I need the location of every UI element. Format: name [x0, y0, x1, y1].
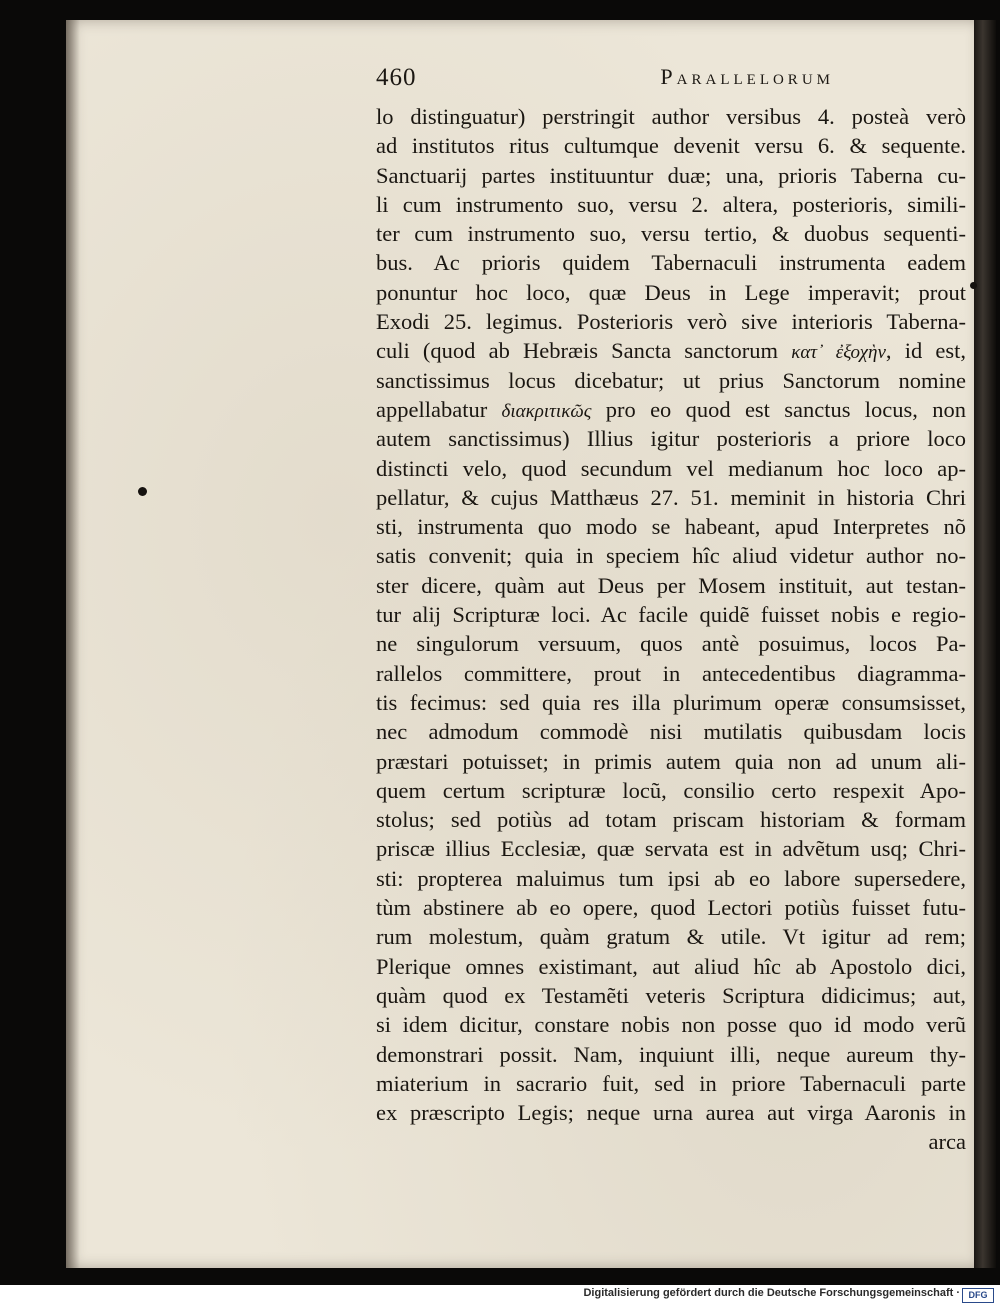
- text-line: tùm abstinere ab eo opere, quod Lectori potiùs fuisset futu-: [376, 895, 966, 921]
- text-line: rum molestum, quàm gratum & utile. Vt igitur ad rem;: [376, 924, 966, 950]
- ink-spot: [138, 487, 147, 496]
- text-line: [376, 336, 966, 365]
- text-line: miaterium in sacrario fuit, sed in priore Tabernaculi parte: [376, 1070, 966, 1096]
- text-line: pellatur, & cujus Matthæus 27. 51. meminit in historia Chri: [376, 484, 966, 510]
- text-line-part: culi (quod ab Hebræis Sancta sanctorum: [376, 338, 792, 364]
- funding-credit: Digitalisierung gefördert durch die Deutsche Forschungsgemeinschaft ·: [583, 1287, 960, 1299]
- text-line: demonstrari possit. Nam, inquiunt illi, neque aureum thy-: [376, 1041, 966, 1067]
- text-line: ponuntur hoc loco, quæ Deus in Lege imperavit; prout: [376, 279, 966, 305]
- text-line: sti: propterea maluimus tum ipsi ab eo labore supersedere,: [376, 865, 966, 891]
- page-header: [376, 64, 834, 100]
- text-line: priscæ illius Ecclesiæ, quæ servata est in advẽtum usq; Chri-: [376, 836, 966, 862]
- text-line: autem sanctissimus) Illius igitur posterioris a priore loco: [376, 426, 966, 452]
- greek-phrase: διακριτικῶς: [501, 400, 592, 422]
- text-line: stolus; sed potiùs ad totam priscam historiam & formam: [376, 807, 966, 833]
- text-line: distincti velo, quod secundum vel medianum hoc loco ap-: [376, 455, 966, 481]
- text-line: ad institutos ritus cultumque devenit versu 6. & sequente.: [376, 133, 966, 159]
- text-line: ex præscripto Legis; neque urna aurea aut virga Aaronis in: [376, 1100, 966, 1126]
- text-line: ster dicere, quàm aut Deus per Mosem instituit, aut testan-: [376, 572, 966, 598]
- spine-shadow: [66, 20, 80, 1268]
- text-line: nec admodum commodè nisi mutilatis quibusdam locis: [376, 719, 966, 745]
- text-line: [376, 395, 966, 424]
- text-line: si idem dicitur, constare nobis non posse quo id modo verũ: [376, 1012, 966, 1038]
- catchword: arca: [928, 1129, 966, 1155]
- text-line: Exodi 25. legimus. Posterioris verò sive interioris Taberna-: [376, 309, 966, 335]
- text-line-part: appellabatur: [376, 396, 502, 422]
- text-line: quem certum scripturæ locũ, consilio certo respexit Apo-: [376, 777, 966, 803]
- dfg-logo: DFG: [962, 1288, 994, 1303]
- text-line: satis convenit; quia in speciem hîc aliud videtur author no-: [376, 543, 966, 569]
- text-line-part: pro eo quod est sanctus locus, non: [591, 396, 966, 422]
- text-line: lo distinguatur) perstringit author versibus 4. posteà verò: [376, 104, 966, 129]
- text-line: Sanctuarij partes instituuntur duæ; una, prioris Taberna cu-: [376, 162, 966, 188]
- text-line: ter cum instrumento suo, versu tertio, & duobus sequenti-: [376, 221, 966, 247]
- text-line: bus. Ac prioris quidem Tabernaculi instrumenta eadem: [376, 250, 966, 276]
- text-line: tur alij Scripturæ loci. Ac facile quidẽ fuisset nobis e regio-: [376, 602, 966, 628]
- greek-phrase: κατ᾽ ἐξοχὴν: [791, 342, 886, 364]
- body-text: [376, 102, 966, 1157]
- running-head: Parallelorum: [660, 64, 834, 89]
- text-line: quàm quod ex Testamẽti veteris Scriptura didicimus; aut,: [376, 982, 966, 1008]
- page-number: 460: [376, 64, 417, 91]
- text-line: ne singulorum versuum, quos antè posuimus, locos Pa-: [376, 631, 966, 657]
- text-line: tis fecimus: sed quia res illa plurimum operæ consumsisset,: [376, 689, 966, 715]
- text-line: rallelos committere, prout in antecedentibus diagramma-: [376, 660, 966, 686]
- text-line: præstari potuisset; in primis autem quia non ad unum ali-: [376, 748, 966, 774]
- text-line: sti, instrumenta quo modo se habeant, apud Interpretes nõ: [376, 514, 966, 540]
- text-line: sanctissimus locus dicebatur; ut prius Sanctorum nomine: [376, 367, 966, 393]
- page-edge: [974, 20, 996, 1268]
- text-line-part: , id est,: [885, 338, 966, 364]
- footer-bar: [0, 1285, 1000, 1305]
- ink-spot: [970, 282, 977, 289]
- text-line: Plerique omnes existimant, aut aliud hîc ab Apostolo dici,: [376, 953, 966, 979]
- text-line: li cum instrumento suo, versu 2. altera, posterioris, simili-: [376, 191, 966, 217]
